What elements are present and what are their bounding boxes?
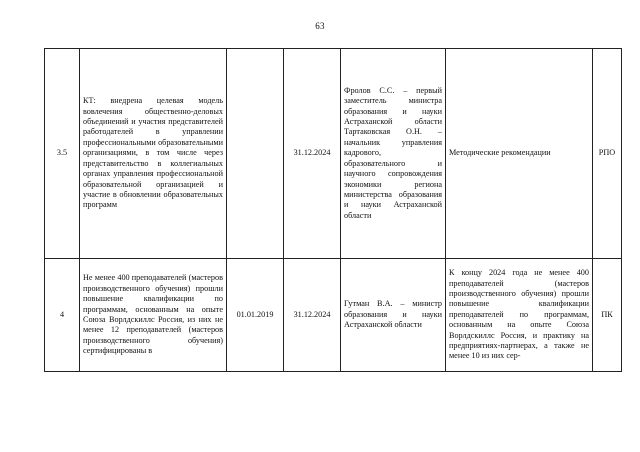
row-code: РПО <box>593 49 622 259</box>
page-number: 63 <box>315 21 325 31</box>
row-result: Методические рекомендации <box>446 49 593 259</box>
table-row <box>45 49 622 259</box>
row-description: КТ: внедрена целевая модель вовлечения общественно-деловых объединений и участия представителей работодателей в управлении профессиональными образовательными организациями, в том числе через представительство в коллегиальных органах управления профессиональной образовательной организацией и участие в обновлении образовательных программ <box>80 49 227 259</box>
row-start-date: 01.01.2019 <box>227 259 284 372</box>
row-start-date <box>227 49 284 259</box>
row-end-date: 31.12.2024 <box>284 49 341 259</box>
row-number: 4 <box>45 259 80 372</box>
row-result: К концу 2024 года не менее 400 преподавателей (мастеров производственного обучения) прошли повышение квалификации преподавателей по программам, основанным на опыте Союза Ворлдскиллс Россия, и практику на предприятиях-партнерах, а также не менее 10 из них сер- <box>446 259 593 372</box>
row-description: Не менее 400 преподавателей (мастеров производственного обучения) прошли повышение квалификации по программам, основанным на опыте Союза Ворлдскиллс Россия, из них не менее 12 преподавателей (мастеров производственного обучения) сертифицированы в <box>80 259 227 372</box>
table-row <box>45 259 622 372</box>
row-code: ПК <box>593 259 622 372</box>
row-responsible: Фролов С.С. – первый заместитель министра образования и науки Астраханской области Тартаковская О.Н. – начальник управления кадрового, образовательного и научного сопровождения экономики региона министерства образования и науки Астраханской области <box>341 49 446 259</box>
row-number: 3.5 <box>45 49 80 259</box>
row-end-date: 31.12.2024 <box>284 259 341 372</box>
row-responsible: Гутман В.А. – министр образования и науки Астраханской области <box>341 259 446 372</box>
plan-table <box>44 48 622 372</box>
